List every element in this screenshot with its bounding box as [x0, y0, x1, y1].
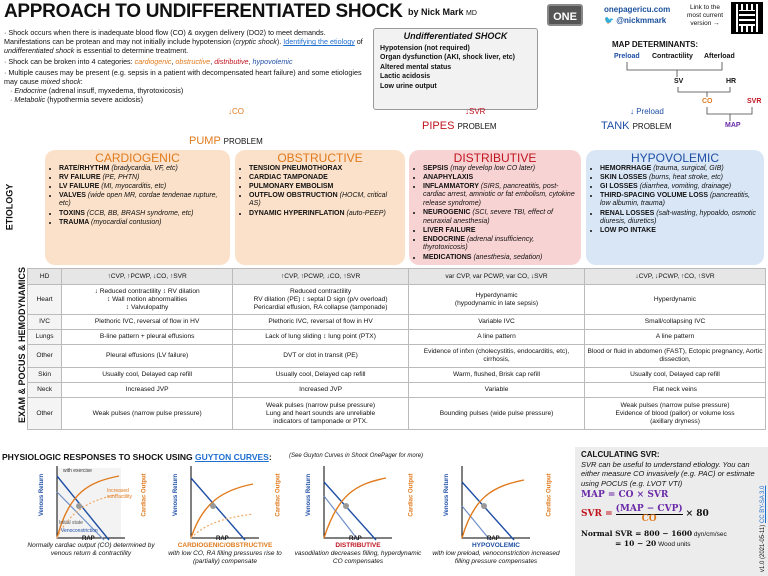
- twitter-link[interactable]: 🐦 @nickmmark: [604, 16, 667, 25]
- venous-return-axis-label: Venous Return: [39, 473, 46, 517]
- obstructive-column: OBSTRUCTIVE • TENSION PNEUMOTHORAX • CARDIAC TAMPONADE • PULMONARY EMBOLISM • OUTFLOW OBSTRUCTION (HOCM, critical AS) • DYNAMIC HYPERINFLATION (auto-PEEP): [235, 150, 405, 265]
- table-cell: B-line pattern + pleural effusions: [62, 330, 233, 345]
- row-header: Heart: [28, 285, 62, 315]
- table-row: [28, 269, 766, 285]
- curve-annotation: Initial state: [59, 520, 83, 526]
- table-cell: DVT or clot in transit (PE): [233, 345, 409, 368]
- table-row: [28, 398, 766, 430]
- graph-caption: CARDIOGENIC/OBSTRUCTIVE with low CO, RA filling pressures rise to (partially) compensate: [168, 542, 282, 565]
- pipes-arrow: ↓SVR: [465, 107, 486, 116]
- hypovolemic-column: HYPOVOLEMIC • HEMORRHAGE (trauma, surgical, GIB) • SKIN LOSSES (burns, heat stroke, etc) • GI LOSSES (diarrhea, vomiting, drainage) • THIRD-SPACING VOLUME LOSS (pancreatitis, low albumin, trauma) • RENAL LOSSES (salt-wasting, hypoaldo, osmotic diuresis, diuretics) • LOW PO INTAKE: [586, 150, 764, 265]
- table-cell: Weak pulses (narrow pulse pressure): [62, 398, 233, 430]
- row-header: Neck: [28, 383, 62, 398]
- table-cell: Small/collapsing IVC: [585, 315, 766, 330]
- table-cell: Warm, flushed, Brisk cap refill: [409, 368, 585, 383]
- onepager-logo: ONE: [547, 4, 583, 26]
- link-note: Link to the most current version →: [686, 4, 724, 27]
- table-row: [28, 368, 766, 383]
- guyton-curve-plot: [316, 462, 396, 542]
- table-cell: Usually cool, Delayed cap refill: [62, 368, 233, 383]
- curve-annotation: Increased contractility: [107, 488, 133, 500]
- guyton-graph-2: [161, 462, 289, 566]
- table-cell: Variable: [409, 383, 585, 398]
- license-link[interactable]: CC BY-SA 3.0: [760, 485, 766, 524]
- table-cell: A line pattern: [409, 330, 585, 345]
- tank-problem-label: TANK PROBLEM: [601, 120, 672, 132]
- row-header: Other: [28, 398, 62, 430]
- curve-annotation: with exercise: [63, 468, 92, 474]
- exam-pocus-label: EXAM & POCUS & HEMODYNAMICS: [17, 267, 27, 424]
- table-cell: Pleural effusions (LV failure): [62, 345, 233, 368]
- calculating-svr-box: CALCULATING SVR: SVR can be useful to understand etiology. You can either measure CO invasively (e.g. PAC) or estimate using POCUS (e.g. LVOT VTI) MAP = CO × SVR SVR = (MAP − CVP) CO × 80 Normal SVR = 800 − 1600 dyn/cm/sec = 10 − 20 Wood units: [575, 447, 768, 576]
- tank-arrow: ↓ Preload: [630, 107, 664, 116]
- graph-caption: DISTRIBUTIVE vasodilation decreases filling, hyperdynamic CO compensates: [294, 542, 422, 565]
- venous-return-axis-label: Venous Return: [173, 473, 180, 517]
- guyton-graph-1: [27, 462, 155, 558]
- pipes-problem-label: PIPES PROBLEM: [422, 120, 497, 132]
- table-cell: ↓ Reduced contractility ↕ RV dilation ↕ Wall motion abnormalities ↕ Valvulopathy: [62, 285, 233, 315]
- website-link[interactable]: onepagericu.com: [604, 5, 671, 14]
- pump-arrow: ↓CO: [228, 107, 244, 116]
- table-cell: Plethoric IVC, reversal of flow in HV: [233, 315, 409, 330]
- table-cell: Usually cool, Delayed cap refill: [585, 368, 766, 383]
- table-cell: ↑CVP, ↑PCWP, ↓CO, ↑SVR: [233, 269, 409, 285]
- table-cell: Plethoric IVC, reversal of flow in HV: [62, 315, 233, 330]
- venous-return-axis-label: Venous Return: [444, 473, 451, 517]
- venous-return-axis-label: Venous Return: [306, 473, 313, 517]
- table-row: [28, 330, 766, 345]
- table-cell: Bounding pulses (wide pulse pressure): [409, 398, 585, 430]
- table-cell: Increased JVP: [233, 383, 409, 398]
- row-header: HD: [28, 269, 62, 285]
- map-determinants: MAP DETERMINANTS: Preload Contractility Afterload SV HR CO SVR MAP: [592, 40, 768, 140]
- row-header: Lungs: [28, 330, 62, 345]
- guyton-curve-plot: [183, 462, 263, 542]
- table-cell: Hyperdynamic (hypodynamic in late sepsis): [409, 285, 585, 315]
- table-cell: ↓CVP, ↓PCWP, ↑CO, ↑SVR: [585, 269, 766, 285]
- table-cell: Evidence of infxn (cholecystitis, endocarditis, etc), cirrhosis,: [409, 345, 585, 368]
- table-cell: Hyperdynamic: [585, 285, 766, 315]
- row-header: Skin: [28, 368, 62, 383]
- table-cell: Increased JVP: [62, 383, 233, 398]
- pump-problem-label: PUMP PROBLEM: [189, 135, 263, 147]
- etiology-label: ETIOLOGY: [4, 183, 15, 231]
- graph-caption: Normally cardiac output (CO) determined by venous return & contractility: [27, 542, 155, 557]
- rap-axis-label: RAP: [216, 536, 229, 542]
- table-cell: Usually cool, Delayed cap refill: [233, 368, 409, 383]
- table-cell: A line pattern: [585, 330, 766, 345]
- table-cell: Weak pulses (narrow pulse pressure) Evidence of blood (pallor) or volume loss (axillary dryness): [585, 398, 766, 430]
- table-row: [28, 285, 766, 315]
- rap-axis-label: RAP: [82, 536, 95, 542]
- page-title: APPROACH TO UNDIFFERENTIATED SHOCK: [4, 1, 403, 22]
- table-cell: ↑CVP, ↑PCWP, ↓CO, ↑SVR: [62, 269, 233, 285]
- table-row: [28, 345, 766, 368]
- graph-caption: HYPOVOLEMIC with low preload, venoconstriction increased filling pressure compensates: [432, 542, 560, 565]
- identifying-etiology-link[interactable]: Identifying the etiology: [283, 37, 355, 46]
- twitter-icon: 🐦: [604, 16, 614, 25]
- table-row: [28, 315, 766, 330]
- guyton-curves-link[interactable]: GUYTON CURVES: [195, 452, 269, 462]
- row-header: Other: [28, 345, 62, 368]
- exam-table: [27, 268, 766, 430]
- physiology-title: PHYSIOLOGIC RESPONSES TO SHOCK USING GUYTON CURVES:: [2, 452, 272, 462]
- table-row: [28, 383, 766, 398]
- table-cell: var CVP, var PCWP, var CO, ↓SVR: [409, 269, 585, 285]
- intro-text: · Shock occurs when there is inadequate blood flow (CO) & oxygen delivery (DO2) to meet demands. Manifestations can be protean and may not initially include hypotension (cryptic shock). Identifying the etiology of undifferentiated shock is essential to determine treatment. · Shock can be broken into 4 categories: cardiogenic, obstructive, distributive, hypovolemic · Multiple causes may be present (e.g. sepsis in a patient with decompensated heart failure) and some etiologies may cause mixed shock: · Endocrine (adrenal insuff, myxedema, thyrotoxicosis) · Metabolic (hypothermia severe acidosis): [4, 28, 363, 104]
- author-byline: by Nick Mark MD: [408, 7, 477, 17]
- rap-axis-label: RAP: [349, 536, 362, 542]
- guyton-curve-plot: [454, 462, 534, 542]
- qr-code-icon[interactable]: [731, 2, 763, 34]
- rap-axis-label: RAP: [487, 536, 500, 542]
- row-header: IVC: [28, 315, 62, 330]
- curve-annotation: Venoconstriction: [61, 528, 98, 534]
- cardiac-output-axis-label: Cardiac Output: [141, 473, 148, 517]
- cardiac-output-axis-label: Cardiac Output: [275, 473, 282, 517]
- table-cell: Blood or fluid in abdomen (FAST), Ectopic pregnancy, Aortic dissection,: [585, 345, 766, 368]
- cardiac-output-axis-label: Cardiac Output: [408, 473, 415, 517]
- cardiogenic-column: CARDIOGENIC • RATE/RHYTHM (bradycardia, VF, etc) • RV FAILURE (PE, PHTN) • LV FAILURE (MI, myocarditis, etc) • VALVES (wide open MR, cordae tendenae rupture, etc) • TOXINS (CCB, BB, BRASH syndrome, etc) • TRAUMA (myocardial contusion): [45, 150, 230, 265]
- table-cell: Variable IVC: [409, 315, 585, 330]
- table-cell: Lack of lung sliding ↕ lung point (PTX): [233, 330, 409, 345]
- table-cell: Reduced contractility RV dilation (PE) ↕ septal D sign (p/v overload) Pericardial effusion, RA collapse (tamponade): [233, 285, 409, 315]
- table-cell: Weak pulses (narrow pulse pressure) Lung and heart sounds are unreliable indicators of tamponade or PTX.: [233, 398, 409, 430]
- guyton-graph-4: [432, 462, 560, 566]
- version-license: v1.0 (2021-05-11) CC BY-SA 3.0: [760, 485, 766, 572]
- table-cell: Flat neck veins: [585, 383, 766, 398]
- guyton-graph-3: [294, 462, 422, 566]
- cardiac-output-axis-label: Cardiac Output: [546, 473, 553, 517]
- site-links[interactable]: [604, 4, 670, 26]
- physiology-note: (See Guyton Curves in Shock OnePager for more): [289, 453, 424, 459]
- undifferentiated-shock-box: Undifferentiated SHOCK Hypotension (not required) Organ dysfunction (AKI, shock liver, etc) Altered mental status Lactic acidosis Low urine output: [373, 28, 538, 110]
- distributive-column: DISTRIBUTIVE • SEPSIS (may develop low CO later) • ANAPHYLAXIS • INFLAMMATORY (SIRS, pancreatitis, post-cardiac arrest, amniotic or fat embolism, cytokine release syndrome) • NEUROGENIC (SCI, severe TBI, effect of neuraxial anesthesia) • LIVER FAILURE • ENDOCRINE (adrenal insufficiency, thyrotoxicosis) • MEDICATIONS (anesthesia, sedation): [409, 150, 581, 265]
